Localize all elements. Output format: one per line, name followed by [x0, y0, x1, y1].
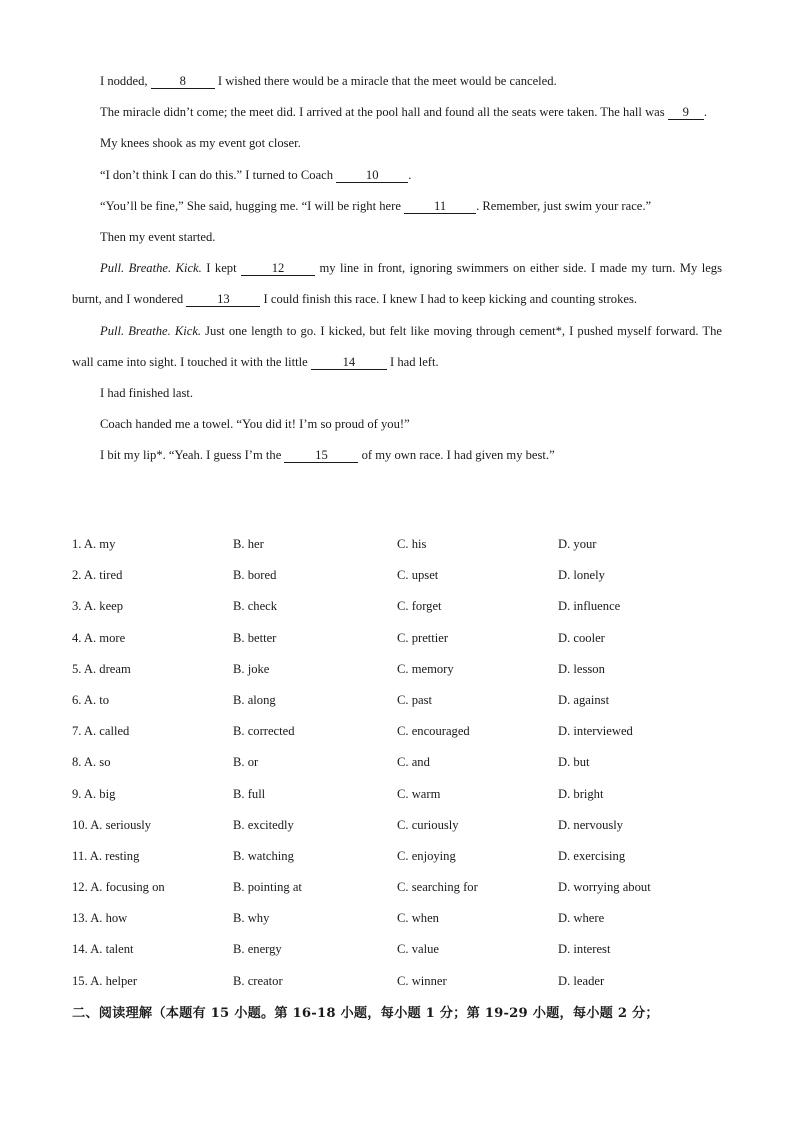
passage-paragraph: [72, 128, 722, 159]
cloze-blank-11: 11: [404, 199, 476, 214]
cloze-passage: [72, 66, 722, 472]
answer-option: C. when: [397, 911, 439, 926]
question-row: [72, 529, 722, 560]
answer-option: 15. A. helper: [72, 973, 138, 988]
answer-option: B. watching: [233, 848, 294, 863]
passage-paragraph: [72, 66, 722, 97]
passage-text: my line in front, ignoring swimmers on either side. I made my turn. My legs burnt, and I wondered: [72, 261, 723, 307]
passage-text: “I don’t think I can do this.” I turned to Coach: [100, 167, 337, 182]
answer-choices-list: [72, 529, 722, 997]
answer-option: B. better: [233, 630, 277, 645]
passage-paragraph: [72, 316, 722, 378]
answer-option: 11. A. resting: [72, 848, 140, 863]
passage-text: The miracle didn’t come; the meet did. I arrived at the pool hall and found all the seats were taken. The hall was: [100, 105, 668, 120]
answer-option: C. and: [397, 755, 430, 770]
answer-option: 9. A. big: [72, 786, 116, 801]
cloze-blank-13: 13: [186, 292, 260, 307]
answer-option: 10. A. seriously: [72, 817, 152, 832]
answer-option: 8. A. so: [72, 755, 111, 770]
answer-option: 12. A. focusing on: [72, 880, 165, 895]
answer-option: 6. A. to: [72, 692, 110, 707]
answer-option: B. excitedly: [233, 817, 294, 832]
passage-paragraph: [72, 97, 722, 128]
answer-option: D. cooler: [558, 630, 605, 645]
answer-option: D. your: [558, 537, 597, 551]
passage-text: .: [408, 167, 412, 182]
passage-italic-text: Pull. Breathe. Kick.: [100, 323, 202, 338]
reading-section-heading: 二、阅读理解（本题有 15 小题。第 16-18 小题，每小题 1 分；第 19-29 小题，每小题 2 分；: [72, 1006, 659, 1021]
answer-option: B. or: [233, 755, 259, 770]
passage-text: of my own race. I had given my best.”: [358, 448, 555, 463]
passage-paragraph: [72, 440, 722, 471]
question-row: [72, 810, 722, 841]
passage-text: Then my event started.: [100, 230, 216, 245]
passage-paragraph: [72, 222, 722, 253]
question-row: [72, 841, 722, 872]
cloze-blank-10: 10: [336, 168, 408, 183]
question-row: [72, 623, 722, 654]
answer-option: 4. A. more: [72, 630, 126, 645]
answer-option: 14. A. talent: [72, 942, 134, 957]
passage-text: I bit my lip*. “Yeah. I guess I’m the: [100, 448, 285, 463]
cloze-blank-12: 12: [241, 261, 315, 276]
answer-option: C. upset: [397, 568, 439, 583]
answer-option: C. enjoying: [397, 848, 456, 863]
answer-option: D. bright: [558, 786, 604, 801]
answer-option: C. memory: [397, 661, 454, 676]
passage-text: . Remember, just swim your race.”: [476, 198, 652, 213]
answer-option: 5. A. dream: [72, 661, 131, 676]
passage-italic-text: Pull. Breathe. Kick.: [100, 261, 202, 276]
passage-paragraph: [72, 409, 722, 440]
answer-option: C. curiously: [397, 817, 459, 832]
answer-option: D. worrying about: [558, 880, 651, 895]
cloze-blank-9: 9: [668, 105, 704, 120]
question-row: [72, 591, 722, 622]
answer-option: C. his: [397, 537, 427, 551]
answer-option: B. pointing at: [233, 880, 302, 895]
passage-text: I wished there would be a miracle that the meet would be canceled.: [214, 74, 557, 88]
answer-option: D. lesson: [558, 661, 605, 676]
answer-option: B. creator: [233, 973, 283, 988]
answer-option: C. past: [397, 692, 432, 707]
question-row: [72, 934, 722, 965]
cloze-blank-8: 8: [151, 74, 215, 89]
passage-text: I had left.: [386, 354, 439, 369]
answer-option: 3. A. keep: [72, 599, 124, 614]
passage-paragraph: [72, 253, 722, 315]
passage-text: Just one length to go. I kicked, but felt like moving through cement*, I pushed myself forward. The wall came into sight. I touched it with the little: [72, 323, 722, 369]
answer-option: C. forget: [397, 599, 442, 614]
answer-option: C. encouraged: [397, 724, 470, 739]
answer-option: B. corrected: [233, 724, 295, 739]
answer-option: 1. A. my: [72, 537, 116, 551]
passage-text: “You’ll be fine,” She said, hugging me. “I will be right here: [100, 198, 405, 213]
answer-option: 13. A. how: [72, 911, 128, 926]
question-row: [72, 654, 722, 685]
answer-option: D. against: [558, 692, 610, 707]
answer-option: D. but: [558, 755, 590, 770]
answer-option: C. warm: [397, 786, 441, 801]
passage-text: I kept: [201, 261, 242, 276]
answer-option: D. lonely: [558, 568, 605, 583]
question-row: [72, 966, 722, 997]
answer-option: 7. A. called: [72, 724, 130, 739]
answer-option: 2. A. tired: [72, 568, 123, 583]
question-row: [72, 903, 722, 934]
question-row: [72, 560, 722, 591]
answer-option: D. leader: [558, 973, 605, 988]
answer-option: D. interviewed: [558, 724, 633, 739]
answer-option: B. along: [233, 692, 276, 707]
passage-paragraph: [72, 191, 722, 222]
answer-option: B. her: [233, 537, 264, 551]
answer-option: B. full: [233, 786, 266, 801]
passage-text: I had finished last.: [100, 386, 194, 401]
cloze-blank-14: 14: [311, 355, 387, 370]
question-row: [72, 716, 722, 747]
answer-option: C. prettier: [397, 630, 449, 645]
question-row: [72, 779, 722, 810]
question-row: [72, 747, 722, 778]
answer-option: B. bored: [233, 568, 277, 583]
passage-paragraph: [72, 378, 722, 409]
cloze-blank-15: 15: [284, 448, 358, 463]
answer-option: D. influence: [558, 599, 621, 614]
answer-option: B. check: [233, 599, 278, 614]
answer-option: D. nervously: [558, 817, 624, 832]
answer-option: D. exercising: [558, 848, 626, 863]
passage-text: I nodded,: [100, 74, 151, 88]
answer-option: C. winner: [397, 973, 447, 988]
answer-option: C. value: [397, 942, 439, 957]
answer-option: B. energy: [233, 942, 282, 957]
answer-option: D. interest: [558, 942, 611, 957]
passage-text: I could finish this race. I knew I had to keep kicking and counting strokes.: [260, 292, 638, 307]
passage-text: Coach handed me a towel. “You did it! I’m so proud of you!”: [100, 417, 410, 432]
answer-option: B. why: [233, 911, 270, 926]
passage-text: My knees shook as my event got closer.: [100, 136, 301, 151]
passage-paragraph: [72, 160, 722, 191]
passage-text: .: [703, 105, 707, 120]
question-row: [72, 685, 722, 716]
answer-option: D. where: [558, 911, 605, 926]
answer-option: B. joke: [233, 661, 270, 676]
question-row: [72, 872, 722, 903]
answer-option: C. searching for: [397, 880, 478, 895]
